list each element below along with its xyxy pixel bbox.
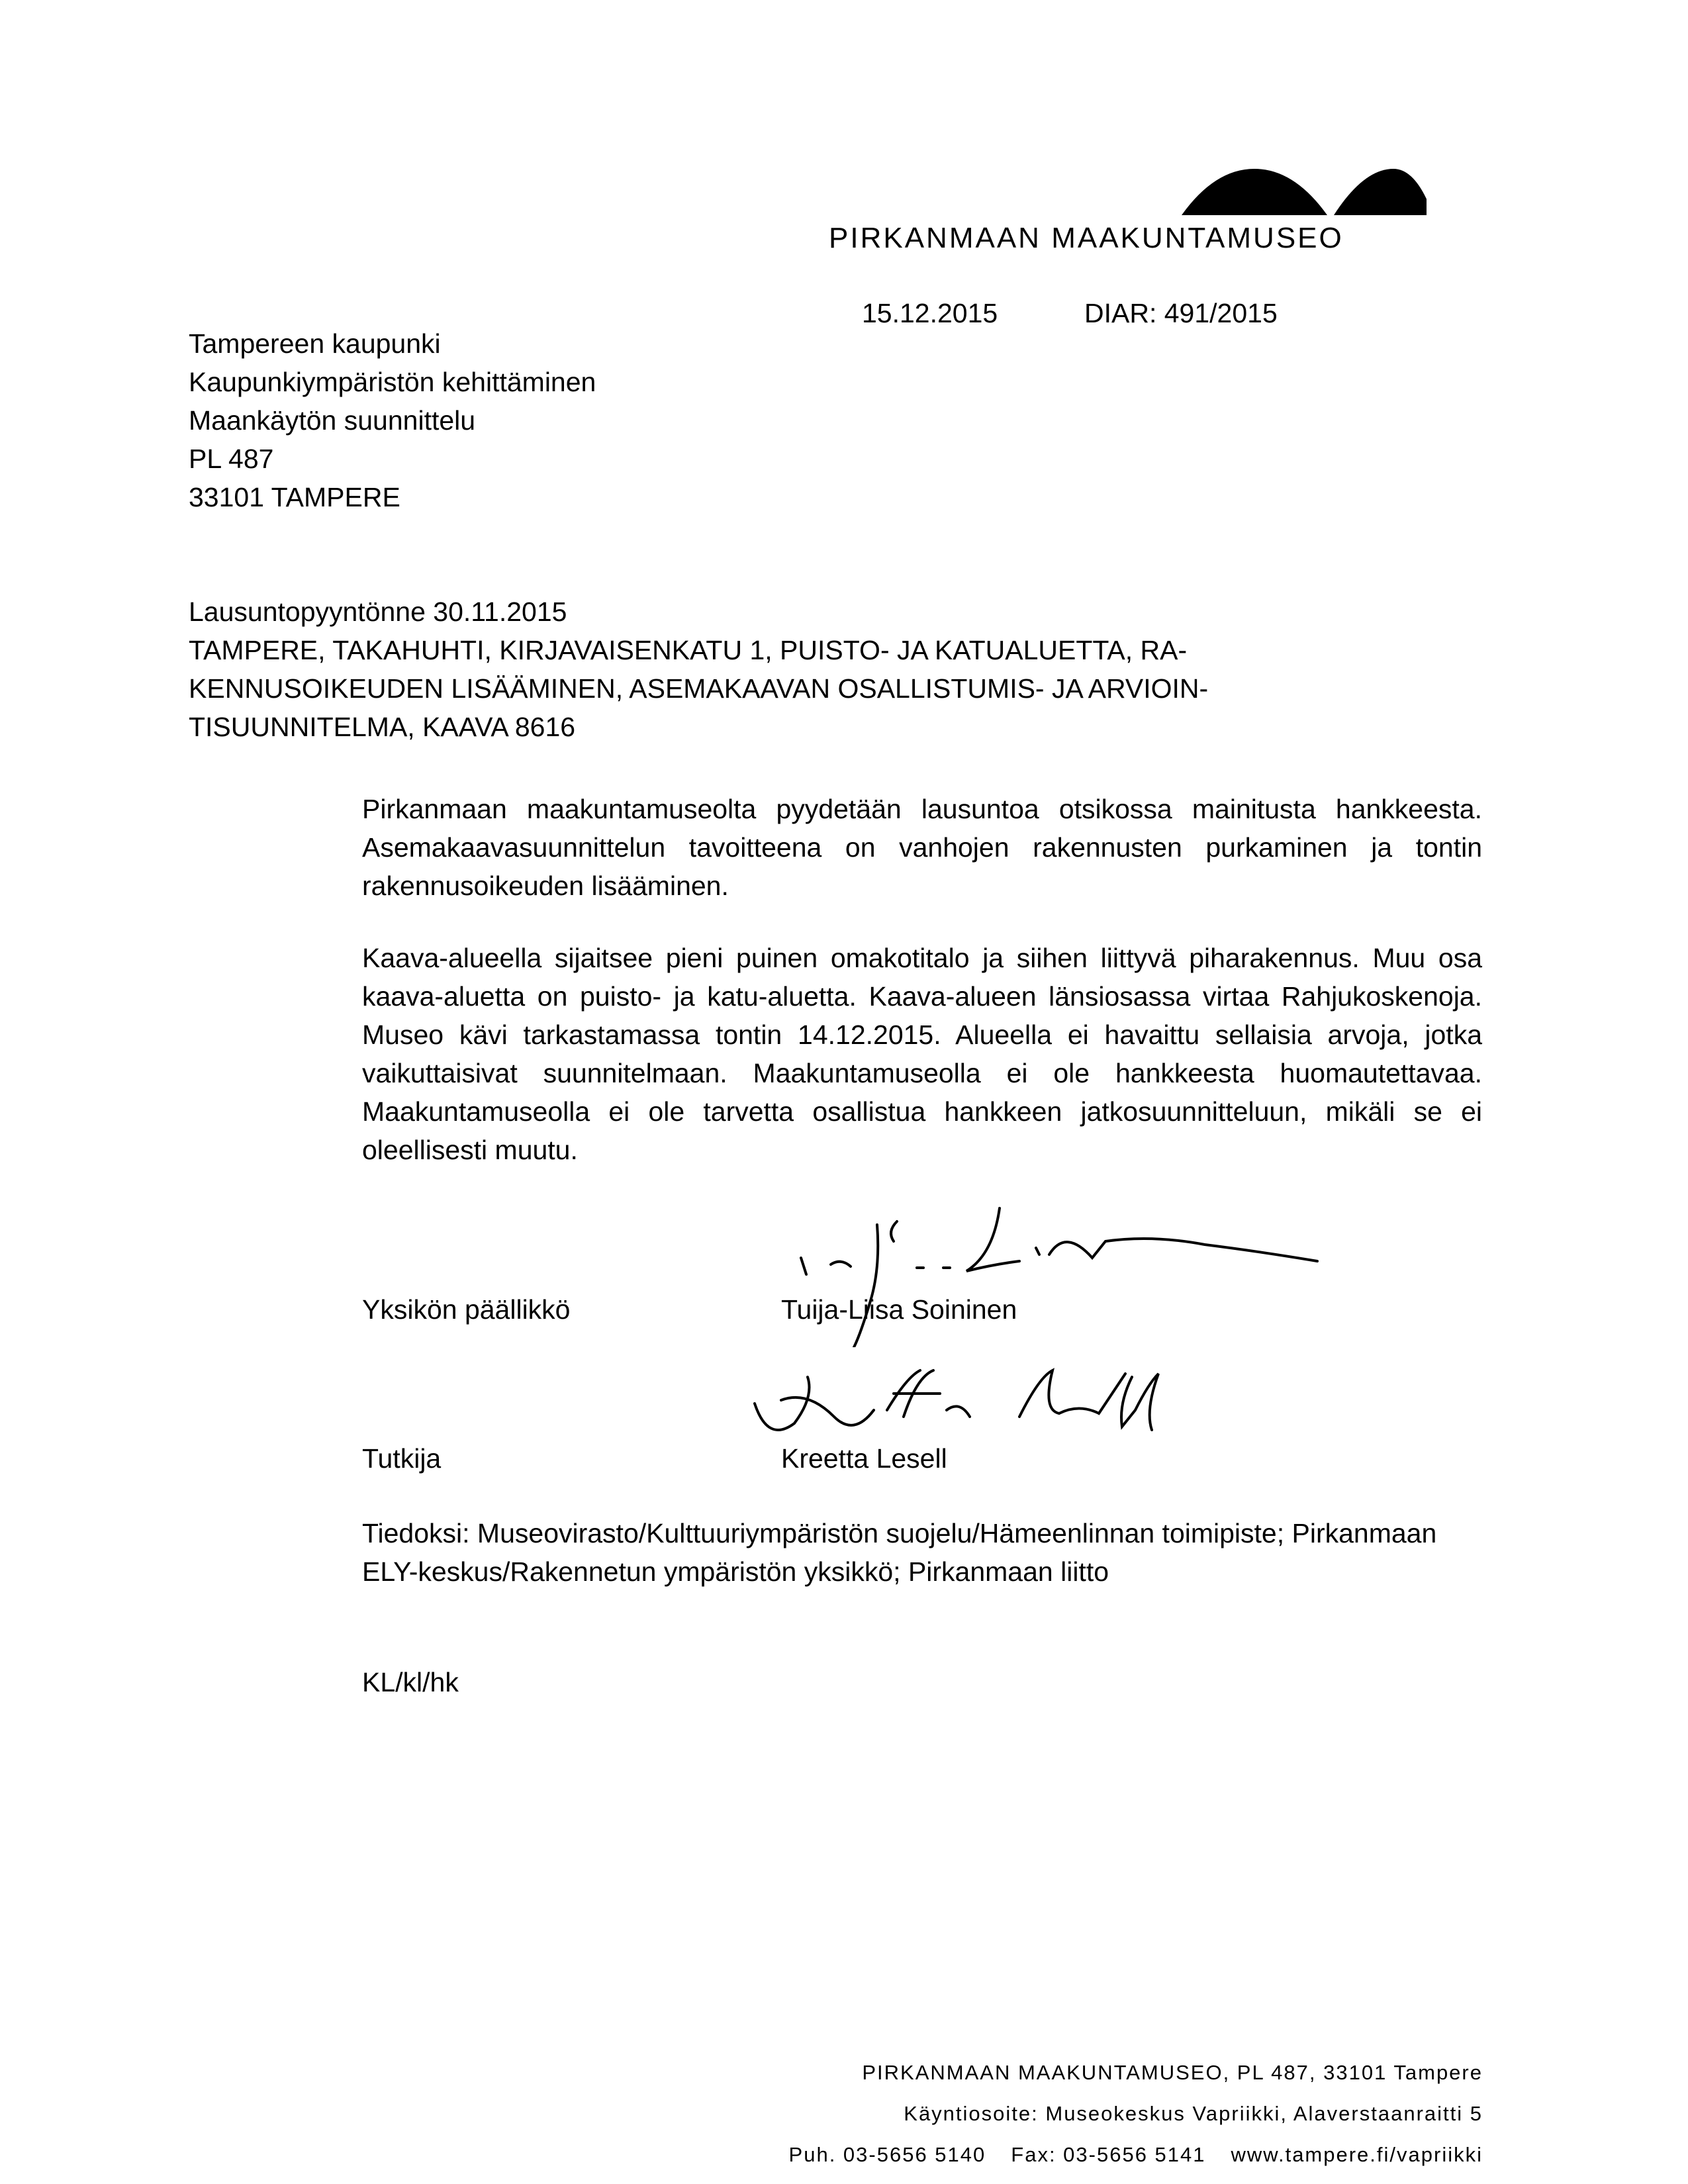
body-paragraph-1: Pirkanmaan maakuntamuseolta pyydetään lausuntoa otsikossa mainitusta hankkeesta. Asemakaavasuunnittelun tavoitteena on vanhojen rakennusten purkaminen ja tontin rakennusoikeuden lisääminen. [362, 794, 1482, 901]
footer-fax: Fax: 03-5656 5141 [1011, 2143, 1206, 2166]
recipient-line: Tampereen kaupunki [189, 328, 441, 359]
footer-visiting-address: Käyntiosoite: Museokeskus Vapriikki, Alaverstaanraitti 5 [904, 2102, 1483, 2125]
signer-2-name: Kreetta Lesell [781, 1443, 947, 1474]
recipient-address [189, 324, 596, 516]
footer-contact [789, 2143, 1483, 2167]
footer-address: PIRKANMAAN MAAKUNTAMUSEO, PL 487, 33101 Tampere [862, 2061, 1483, 2084]
signer-1-role: Yksikön päällikkö [362, 1294, 571, 1325]
signer-1-name: Tuija-Liisa Soininen [781, 1294, 1017, 1325]
recipient-line: Kaupunkiympäristön kehittäminen [189, 367, 596, 397]
footer-phone: Puh. 03-5656 5140 [788, 2143, 986, 2166]
subject-line: Lausuntopyyntönne 30.11.2015 [189, 596, 567, 627]
signer-2-role: Tutkija [362, 1443, 442, 1474]
recipient-line: 33101 TAMPERE [189, 482, 400, 512]
distribution-list: Tiedoksi: Museovirasto/Kulttuuriympäristön suojelu/Hämeenlinnan toimipiste; Pirkanmaan ELY-keskus/Rakennetun ympäristön yksikkö; Pirkanmaan liitto [362, 1518, 1437, 1587]
subject-heading [189, 593, 1513, 746]
diary-number: DIAR: 491/2015 [1084, 298, 1278, 328]
handwritten-signature-2 [741, 1364, 1178, 1450]
footer-website: www.tampere.fi/vapriikki [1231, 2143, 1483, 2166]
recipient-line: Maankäytön suunnittelu [189, 405, 476, 436]
subject-line: KENNUSOIKEUDEN LISÄÄMINEN, ASEMAKAAVAN OSALLISTUMIS- JA ARVIOIN- [189, 673, 1209, 704]
museum-logo [963, 162, 1427, 215]
author-initials: KL/kl/hk [362, 1667, 459, 1697]
subject-line: TISUUNNITELMA, KAAVA 8616 [189, 712, 576, 742]
museum-name: PIRKANMAAN MAAKUNTAMUSEO [829, 222, 1344, 254]
recipient-line: PL 487 [189, 444, 274, 474]
subject-line: TAMPERE, TAKAHUHTI, KIRJAVAISENKATU 1, PUISTO- JA KATUALUETTA, RA- [189, 635, 1188, 665]
body-paragraph-2: Kaava-alueella sijaitsee pieni puinen omakotitalo ja siihen liittyvä piharakennus. Muu osa kaava-aluetta on puisto- ja katu-aluetta. Kaava-alueen länsiosassa virtaa Rahjukoskenoja. Museo kävi tarkastamassa tontin 14.12.2015. Alueella ei havaittu sellaisia arvoja, jotka vaikuttaisivat suunnitelmaan. Maakuntamuseolla ei ole hankkeesta huomautettavaa. Maakuntamuseolla ei ole tarvetta osallistua hankkeen jatkosuunnitteluun, mikäli se ei oleellisesti muutu. [362, 943, 1482, 1165]
letter-date: 15.12.2015 [862, 298, 998, 328]
